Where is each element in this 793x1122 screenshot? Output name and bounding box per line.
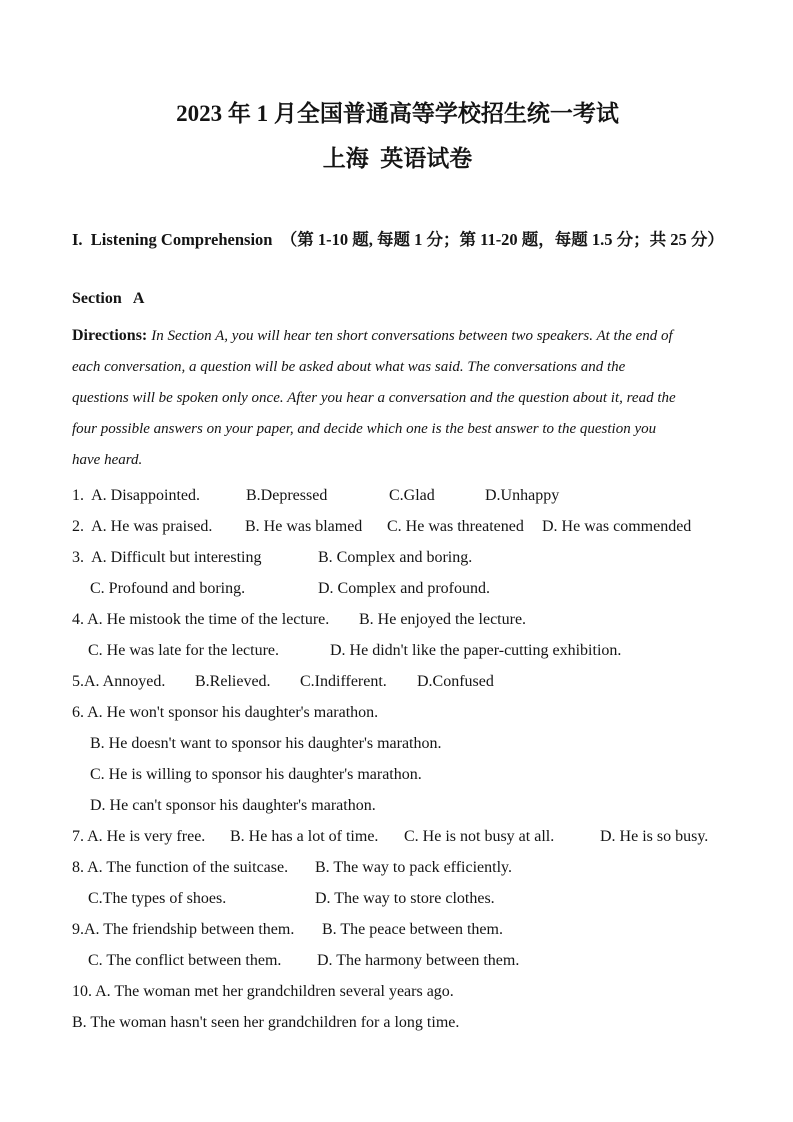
answer-option: C. He was threatened bbox=[387, 518, 524, 535]
answer-option: D. He didn't like the paper-cutting exhibition. bbox=[330, 642, 622, 659]
section-a-label: Section A bbox=[72, 290, 145, 307]
answer-option: 3. A. Difficult but interesting bbox=[72, 549, 262, 566]
question-line bbox=[72, 480, 723, 511]
answer-option: B. He enjoyed the lecture. bbox=[359, 611, 527, 628]
answer-option: 5.A. Annoyed. bbox=[72, 673, 166, 690]
answer-option: 2. A. He was praised. bbox=[72, 518, 213, 535]
answer-option: C. Profound and boring. bbox=[90, 580, 246, 597]
question-line bbox=[72, 697, 723, 728]
question-line bbox=[72, 821, 723, 852]
answer-option: B. The way to pack efficiently. bbox=[315, 859, 512, 876]
answer-option: B.Depressed bbox=[246, 487, 328, 504]
answer-option: D. He can't sponsor his daughter's marathon. bbox=[90, 797, 376, 814]
answer-option: D. He is so busy. bbox=[600, 828, 709, 845]
answer-option: B. Complex and boring. bbox=[318, 549, 473, 566]
question-item-10 bbox=[72, 976, 723, 1038]
question-line bbox=[72, 883, 723, 914]
question-item-7 bbox=[72, 821, 723, 852]
answer-option: D.Unhappy bbox=[485, 487, 560, 504]
question-line bbox=[72, 976, 723, 1007]
question-item-2 bbox=[72, 511, 723, 542]
directions-line bbox=[72, 352, 723, 383]
directions-text: have heard. bbox=[72, 452, 143, 468]
exam-title: 2023 年 1 月全国普通高等学校招生统一考试 bbox=[176, 101, 619, 126]
question-line bbox=[72, 542, 723, 573]
answer-option: 6. A. He won't sponsor his daughter's marathon. bbox=[72, 704, 379, 721]
answer-option: D. The way to store clothes. bbox=[315, 890, 495, 907]
answer-option: B. He was blamed bbox=[245, 518, 363, 535]
question-item-8 bbox=[72, 852, 723, 914]
answer-option: B. The woman hasn't seen her grandchildren for a long time. bbox=[72, 1014, 460, 1031]
answer-option: C. He is willing to sponsor his daughter's marathon. bbox=[90, 766, 422, 783]
question-line bbox=[72, 604, 723, 635]
answer-option: C. The conflict between them. bbox=[88, 952, 282, 969]
exam-subtitle: 上海 英语试卷 bbox=[322, 146, 473, 171]
directions-text: each conversation, a question will be asked about what was said. The conversations and the bbox=[72, 359, 626, 375]
directions-line bbox=[72, 383, 723, 414]
directions-line bbox=[72, 445, 723, 476]
question-line bbox=[72, 1007, 723, 1038]
answer-option: 1. A. Disappointed. bbox=[72, 487, 200, 504]
answer-option: 7. A. He is very free. bbox=[72, 828, 206, 845]
directions-lines bbox=[72, 320, 723, 476]
question-line bbox=[72, 759, 723, 790]
question-item-6 bbox=[72, 697, 723, 821]
answer-option: C.Glad bbox=[389, 487, 435, 504]
directions-text: questions will be spoken only once. After you hear a conversation and the question about it, read the bbox=[72, 390, 676, 406]
directions-text: In Section A, you will hear ten short conversations between two speakers. At the end of bbox=[151, 328, 673, 344]
answer-option: D.Confused bbox=[417, 673, 494, 690]
question-line bbox=[72, 573, 723, 604]
answer-option: B.Relieved. bbox=[195, 673, 271, 690]
question-line bbox=[72, 945, 723, 976]
answer-option: B. He doesn't want to sponsor his daughter's marathon. bbox=[90, 735, 442, 752]
answer-option: C.The types of shoes. bbox=[88, 890, 227, 907]
answer-option: C.Indifferent. bbox=[300, 673, 387, 690]
directions-line bbox=[72, 414, 723, 445]
answer-option: 4. A. He mistook the time of the lecture. bbox=[72, 611, 330, 628]
question-item-4 bbox=[72, 604, 723, 666]
answer-option: B. He has a lot of time. bbox=[230, 828, 379, 845]
answer-option: B. The peace between them. bbox=[322, 921, 503, 938]
answer-option: D. He was commended bbox=[542, 518, 692, 535]
answer-option: 10. A. The woman met her grandchildren several years ago. bbox=[72, 983, 454, 1000]
questions-list bbox=[72, 480, 723, 1038]
question-line bbox=[72, 635, 723, 666]
answer-option: D. Complex and profound. bbox=[318, 580, 490, 597]
question-item-5 bbox=[72, 666, 723, 697]
question-line bbox=[72, 852, 723, 883]
question-line bbox=[72, 914, 723, 945]
answer-option: 8. A. The function of the suitcase. bbox=[72, 859, 289, 876]
question-line bbox=[72, 666, 723, 697]
question-item-9 bbox=[72, 914, 723, 976]
part-one-heading: I. Listening Comprehension （第 1-10 题, 每题 1 分；第 11-20 题，每题 1.5 分；共 25 分） bbox=[72, 230, 724, 249]
directions-line bbox=[72, 320, 723, 352]
directions-text: four possible answers on your paper, and decide which one is the best answer to the question you bbox=[72, 421, 657, 437]
directions-label: Directions: bbox=[72, 327, 152, 344]
question-item-3 bbox=[72, 542, 723, 604]
answer-option: 9.A. The friendship between them. bbox=[72, 921, 295, 938]
question-line bbox=[72, 511, 723, 542]
question-line bbox=[72, 790, 723, 821]
question-line bbox=[72, 728, 723, 759]
question-item-1 bbox=[72, 480, 723, 511]
answer-option: C. He was late for the lecture. bbox=[88, 642, 280, 659]
answer-option: D. The harmony between them. bbox=[317, 952, 520, 969]
answer-option: C. He is not busy at all. bbox=[404, 828, 555, 845]
